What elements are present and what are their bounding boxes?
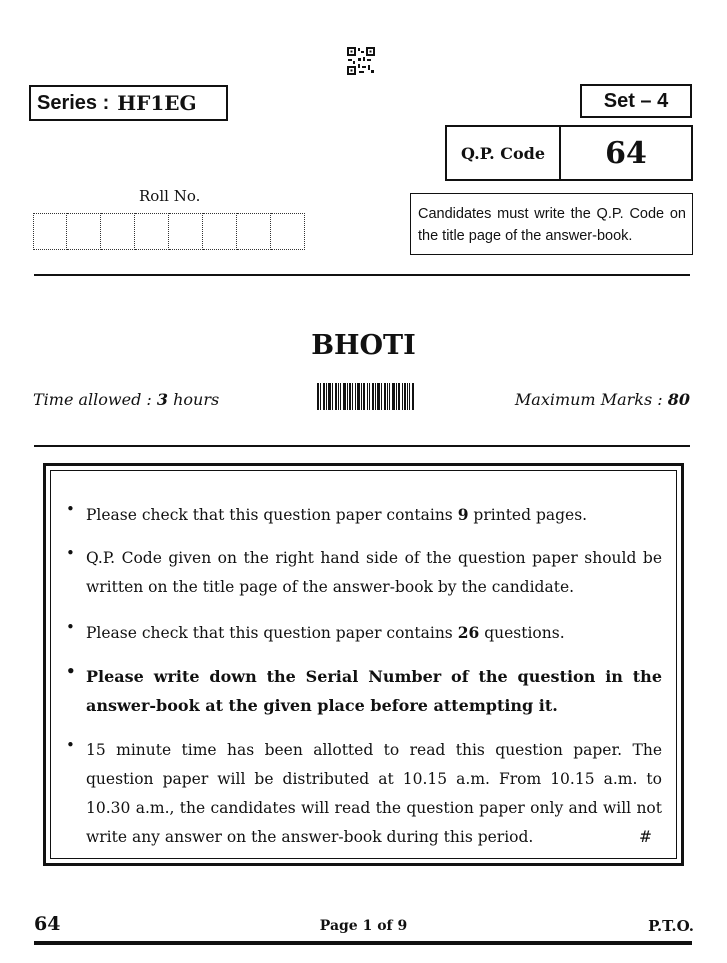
roll-number-cell[interactable]	[271, 213, 305, 250]
pto-label: P.T.O.	[648, 917, 694, 935]
candidates-note: Candidates must write the Q.P. Code on the title page of the answer-book.	[410, 193, 693, 255]
time-suffix: hours	[168, 390, 220, 409]
roll-number-cell[interactable]	[67, 213, 101, 250]
series-label: Series :	[37, 91, 110, 114]
instruction-text: Please check that this question paper contains 9 printed pages.	[86, 505, 588, 524]
qr-code-icon	[347, 47, 375, 75]
subject-title: BHOTI	[311, 330, 416, 361]
instruction-item	[51, 736, 676, 852]
qp-code-value: 64	[605, 135, 647, 171]
set-box	[580, 84, 692, 118]
marks-value: 80	[667, 390, 690, 409]
instruction-item	[51, 500, 676, 530]
marks-prefix: Maximum Marks :	[514, 390, 668, 409]
roll-number-cell[interactable]	[237, 213, 271, 250]
instruction-item	[51, 662, 676, 720]
bullet-icon: •	[66, 500, 75, 518]
roll-number-label: Roll No.	[139, 187, 201, 205]
instruction-text: Q.P. Code given on the right hand side of the question paper should be written on the title page of the answer-book by the candidate.	[86, 549, 662, 596]
bullet-icon: •	[66, 736, 75, 754]
instruction-text: 15 minute time has been allotted to read this question paper. The question paper will be distributed at 10.15 a.m. From 10.15 a.m. to 10.30 a.m., the candidates will read the question paper only and will not write any answer on the answer-book during this period. #	[86, 736, 662, 852]
barcode-icon	[317, 383, 414, 410]
set-label: Set – 4	[603, 89, 669, 112]
instructions-box	[43, 463, 684, 866]
divider	[34, 445, 690, 447]
roll-number-boxes	[33, 213, 305, 250]
time-allowed	[33, 390, 219, 409]
bullet-icon: •	[66, 544, 75, 562]
time-prefix: Time allowed :	[33, 390, 157, 409]
page-number: Page 1 of 9	[319, 918, 408, 934]
instruction-text: Please write down the Serial Number of the question in the answer-book at the given place before attempting it.	[86, 667, 662, 715]
roll-number-cell[interactable]	[135, 213, 169, 250]
roll-number-cell[interactable]	[101, 213, 135, 250]
divider	[34, 274, 690, 276]
maximum-marks	[515, 390, 690, 409]
hash-mark: #	[639, 828, 652, 846]
instruction-item	[51, 618, 676, 648]
footer-rule	[34, 941, 692, 945]
roll-number-cell[interactable]	[33, 213, 67, 250]
footer-qp-code: 64	[34, 913, 61, 935]
bullet-icon: •	[66, 618, 75, 636]
roll-number-cell[interactable]	[203, 213, 237, 250]
roll-number-cell[interactable]	[169, 213, 203, 250]
instruction-item	[51, 544, 676, 602]
qp-code-label: Q.P. Code	[447, 127, 561, 179]
qp-code-box	[445, 125, 693, 181]
series-value: HF1EG	[117, 91, 197, 115]
instruction-text: Please check that this question paper contains 26 questions.	[86, 623, 565, 642]
instructions-inner	[50, 470, 677, 859]
series-box	[29, 85, 228, 121]
time-value: 3	[156, 390, 169, 409]
bullet-icon: •	[66, 662, 76, 680]
